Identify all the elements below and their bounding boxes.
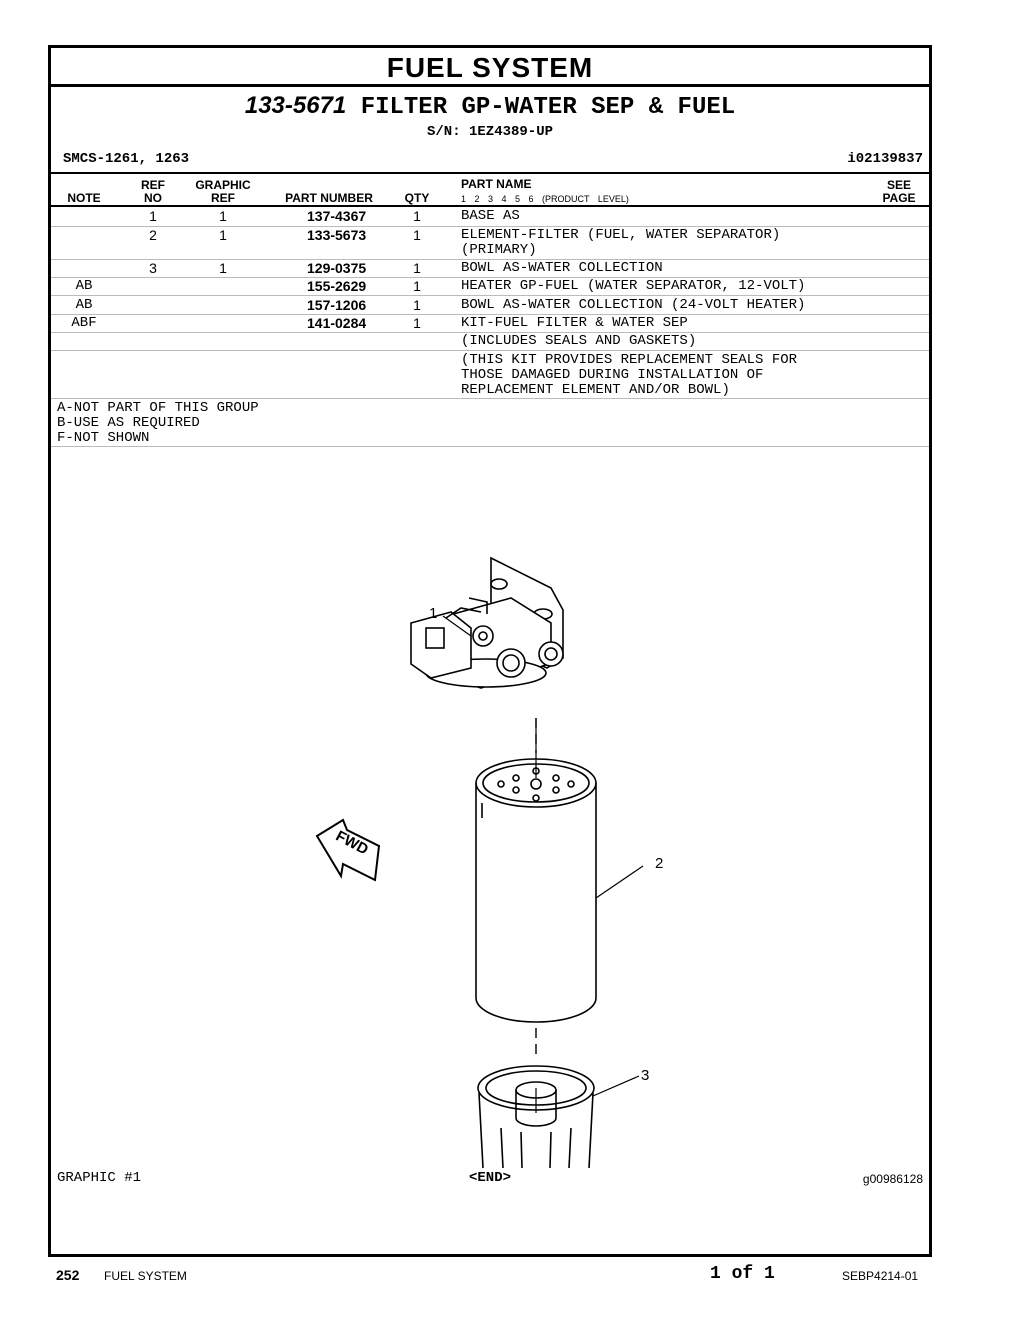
header-rule (51, 205, 929, 207)
note-b: B-USE AS REQUIRED (57, 415, 200, 431)
part-number: 155-2629 (307, 278, 367, 294)
qty: 1 (413, 297, 421, 313)
note: AB (75, 297, 93, 313)
document-id: i02139837 (847, 151, 923, 167)
graphic-ref: 1 (219, 208, 227, 224)
part-number: 129-0375 (307, 260, 367, 276)
part-name: ELEMENT-FILTER (FUEL, WATER SEPARATOR) (PRIMARY) (461, 227, 781, 258)
footer-section: FUEL SYSTEM (104, 1269, 187, 1283)
col-part-name: PART NAME (461, 177, 532, 191)
part-name: BOWL AS-WATER COLLECTION (461, 260, 663, 276)
qty: 1 (413, 278, 421, 294)
ref-no: 2 (149, 227, 157, 243)
part-number: 141-0284 (307, 315, 367, 331)
page-of: 1 of 1 (710, 1264, 775, 1284)
col-graphic-ref: GRAPHIC REF (195, 178, 251, 205)
serial-range: S/N: 1EZ4389-UP (426, 124, 554, 140)
col-see-page: SEE PAGE (882, 178, 916, 205)
part-number: 157-1206 (307, 297, 367, 313)
qty: 1 (413, 315, 421, 331)
note: ABF (71, 315, 97, 331)
ref-no: 1 (149, 208, 157, 224)
qty: 1 (413, 208, 421, 224)
notes-legend (57, 401, 259, 446)
qty: 1 (413, 260, 421, 276)
callout-3: 3 (641, 1067, 650, 1084)
note-a: A-NOT PART OF THIS GROUP (57, 400, 259, 416)
part-name: BASE AS (461, 208, 520, 224)
group-part-number: 133-5671 (244, 92, 347, 119)
note: AB (75, 278, 93, 294)
collection-bowl-drawing (478, 1066, 594, 1168)
part-name: (INCLUDES SEALS AND GASKETS) (461, 333, 697, 349)
col-ref-no: REF NO (141, 178, 165, 205)
group-title (51, 92, 929, 121)
col-part-number: PART NUMBER (285, 191, 373, 205)
page-frame (48, 45, 932, 1257)
col-qty: QTY (404, 191, 430, 205)
callout-2: 2 (655, 855, 664, 872)
product-level: 1 2 3 4 5 6 (PRODUCT LEVEL) (461, 194, 629, 204)
doc-number: SEBP4214-01 (842, 1269, 919, 1283)
col-note: NOTE (67, 191, 101, 205)
title-divider (51, 84, 929, 87)
graphic-ref: 1 (219, 260, 227, 276)
filter-element-drawing (476, 759, 596, 1022)
graphic-id: g00986128 (862, 1172, 923, 1186)
part-number: 137-4367 (307, 208, 367, 224)
qty: 1 (413, 227, 421, 243)
note-f: F-NOT SHOWN (57, 430, 150, 446)
graphic-label: GRAPHIC #1 (57, 1170, 142, 1186)
section-title: FUEL SYSTEM (386, 52, 594, 83)
callout-1: 1 (429, 605, 438, 622)
page-number: 252 (56, 1267, 80, 1283)
smcs-codes: SMCS-1261, 1263 (63, 151, 190, 167)
end-marker: <END> (468, 1170, 511, 1186)
part-number: 133-5673 (307, 227, 367, 243)
ref-no: 3 (149, 260, 157, 276)
part-name: (THIS KIT PROVIDES REPLACEMENT SEALS FOR THOSE DAMAGED DURING INSTALLATION OF REPLACEMENT ELEMENT AND/OR BOWL) (461, 352, 798, 398)
part-name: KIT-FUEL FILTER & WATER SEP (461, 315, 688, 331)
group-name: FILTER GP-WATER SEP & FUEL (360, 94, 736, 121)
part-name: BOWL AS-WATER COLLECTION (24-VOLT HEATER) (461, 297, 806, 313)
graphic-ref: 1 (219, 227, 227, 243)
base-assembly-drawing (411, 558, 563, 688)
fwd-label: FWD (332, 827, 372, 859)
table-top-rule (51, 172, 929, 174)
part-name: HEATER GP-FUEL (WATER SEPARATOR, 12-VOLT) (461, 278, 806, 294)
exploded-view-graphic (251, 528, 671, 1168)
